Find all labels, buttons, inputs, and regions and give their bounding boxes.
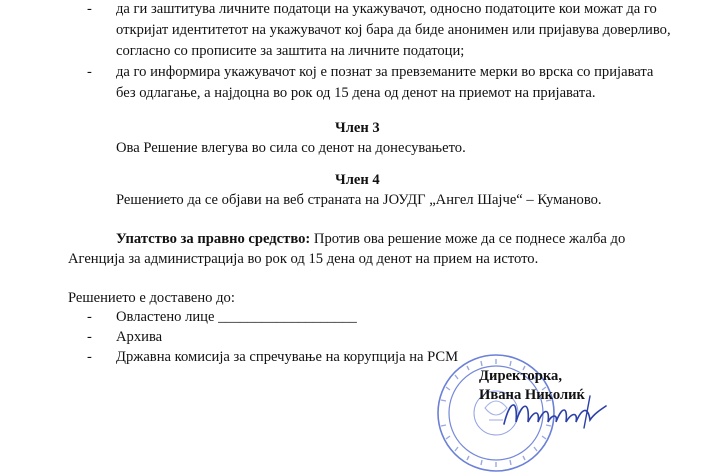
bullet-dash: - xyxy=(87,329,92,345)
delivered-item-archive: Архива xyxy=(116,329,163,345)
bullet-dash: - xyxy=(87,1,92,17)
bullet-dash: - xyxy=(87,349,92,365)
legal-remedy-label: Упатство за правно средство: xyxy=(116,231,311,247)
bullet-dash: - xyxy=(87,64,92,80)
article-3-heading: Член 3 xyxy=(335,120,380,136)
bullet-2-line-2: без одлагање, а најдоцна во рок од 15 дена од денот на приемот на пријавата. xyxy=(116,85,596,101)
delivered-item-anticorruption-commission: Државна комисија за спречување на корупција на РСМ xyxy=(116,349,459,365)
signature-name: Ивана Николиќ xyxy=(479,387,585,403)
bullet-1-line-2: откријат идентитетот на укажувачот кој бара да биде анонимен или пријавува доверливо, xyxy=(116,22,671,38)
legal-remedy-line-2: Агенција за администрација во рок од 15 дена од денот на прием на истото. xyxy=(68,251,539,267)
signature-slash xyxy=(584,396,590,428)
article-4-heading: Член 4 xyxy=(335,172,380,188)
signature-stroke xyxy=(504,405,606,424)
delivered-to-intro: Решението е доставено до: xyxy=(68,290,235,306)
article-3-text: Ова Решение влегува во сила со денот на донесувањето. xyxy=(116,140,466,156)
bullet-2-line-1: да го информира укажувачот кој е познат за превземаните мерки во врска со пријавата xyxy=(116,64,654,80)
handwritten-signature xyxy=(500,388,610,438)
delivered-item-authorized-person: Овластено лице ___________________ xyxy=(116,309,357,325)
legal-remedy-line-1 xyxy=(116,229,625,249)
bullet-1-line-1: да ги заштитува личните податоци на укажувачот, односно податоците кои можат да го xyxy=(116,1,657,17)
signature-title: Директорка, xyxy=(479,368,562,384)
bullet-1-line-3: согласно со прописите за заштита на личните податоци; xyxy=(116,43,465,59)
bullet-dash: - xyxy=(87,309,92,325)
legal-remedy-text: Против ова решение може да се поднесе жалба до xyxy=(310,231,626,247)
article-4-text: Решението да се објави на веб страната на ЈОУДГ „Ангел Шајче“ – Куманово. xyxy=(116,192,602,208)
